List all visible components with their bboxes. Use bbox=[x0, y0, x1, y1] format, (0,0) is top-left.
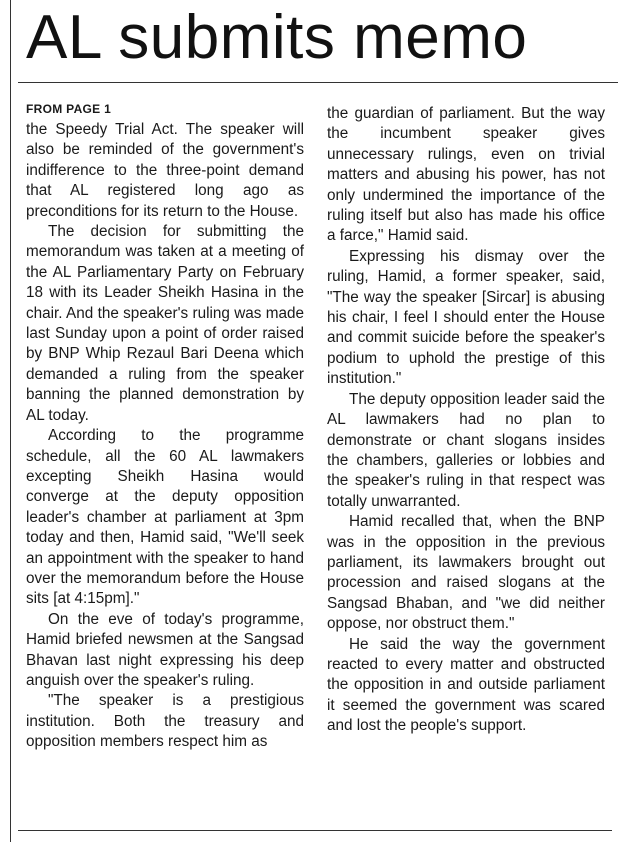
headline: AL submits memo bbox=[26, 3, 528, 72]
paragraph: the Speedy Trial Act. The speaker will also be reminded of the government's indifference to the three-point demand that AL registered long ago as preconditions for its return to the House. bbox=[26, 121, 304, 220]
kicker: FROM PAGE 1 bbox=[26, 102, 112, 116]
paragraph: On the eve of today's programme, Hamid briefed newsmen at the Sangsad Bhavan last night expressing his deep anguish over the speaker's ruling. bbox=[26, 610, 304, 689]
paragraph: Hamid recalled that, when the BNP was in the opposition in the previous parliament, its lawmakers brought out procession and raised slogans at the Sangsad Bhaban, and "we did neither oppose, nor obstruct them." bbox=[327, 513, 605, 633]
paragraph: According to the programme schedule, all the 60 AL lawmakers excepting Sheikh Hasina would converge at the deputy opposition leader's chamber at parliament at 3pm today and then, Hamid said, "We'll seek an appointment with the speaker to hand over the memorandum before the House sits [at 4:15pm]." bbox=[26, 427, 304, 608]
headline-rule bbox=[18, 82, 618, 83]
left-column-rule bbox=[10, 0, 11, 842]
paragraph: "The speaker is a prestigious institution. Both the treasury and opposition members respect him as bbox=[26, 692, 304, 751]
bottom-rule bbox=[18, 830, 612, 831]
paragraph: The deputy opposition leader said the AL lawmakers had no plan to demonstrate or chant slogans insides the chambers, galleries or lobbies and the speaker's ruling in that respect was totally unwarranted. bbox=[327, 390, 605, 510]
paragraph: He said the way the government reacted to every matter and obstructed the opposition in and outside parliament it seemed the government was scared and lost the people's support. bbox=[327, 635, 605, 735]
article-column-left bbox=[26, 102, 304, 753]
paragraph: The decision for submitting the memorandum was taken at a meeting of the AL Parliamentary Party on February 18 with its Leader Sheikh Hasina in the chair. And the speaker's ruling was made last Sunday upon a point of order raised by BNP Whip Rezaul Bari Deena which demanded a ruling from the speaker banning the planned demonstration by AL today. bbox=[26, 223, 304, 424]
article-column-right bbox=[327, 104, 605, 737]
paragraph: the guardian of parliament. But the way the incumbent speaker gives unnecessary rulings, even on trivial matters and abusing his power, has not only undermined the importance of the ruling itself but also has made his office a farce," Hamid said. bbox=[327, 105, 605, 245]
paragraph: Expressing his dismay over the ruling, Hamid, a former speaker, said, "The way the speaker [Sircar] is abusing his chair, I feel I should enter the House and commit suicide before the speaker's podium to uphold the prestige of this institution." bbox=[327, 247, 605, 388]
